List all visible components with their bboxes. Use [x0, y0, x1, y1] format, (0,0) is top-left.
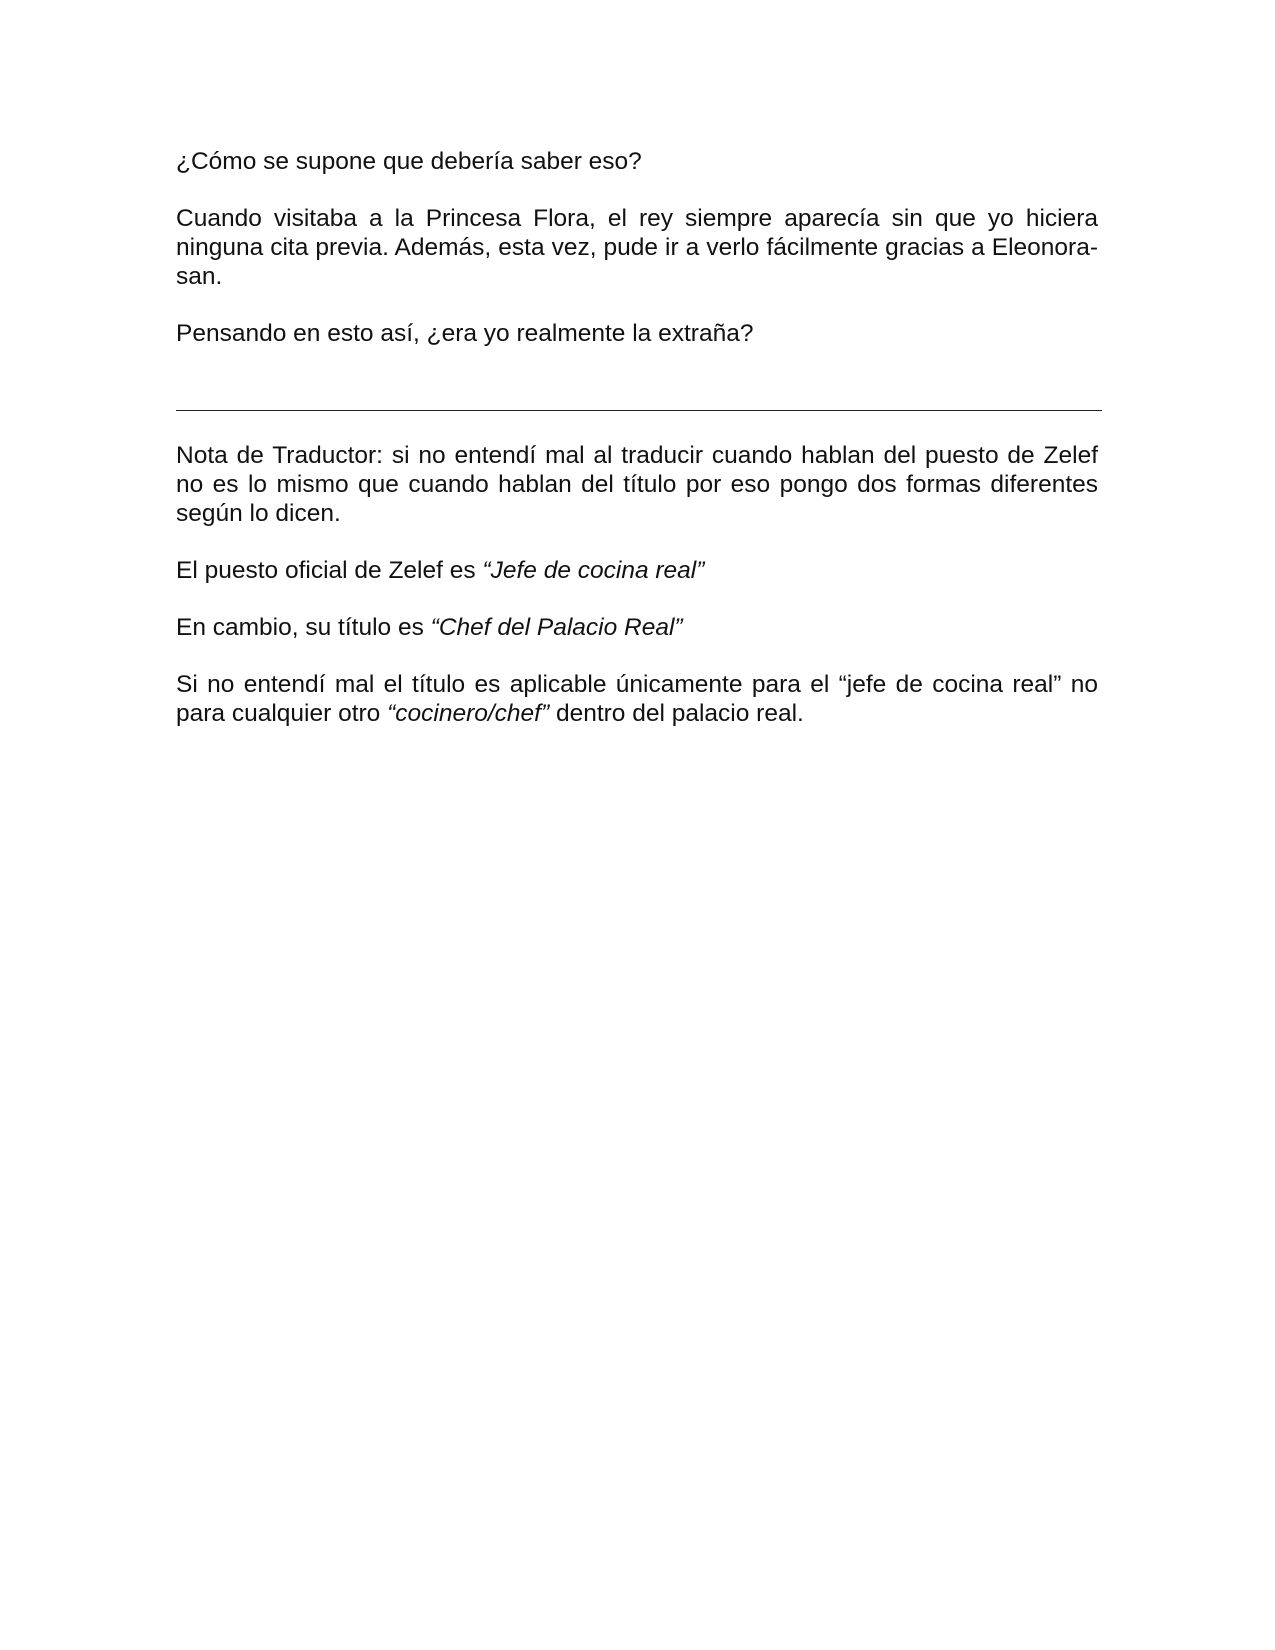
note-4-text: Si no entendí mal el título es aplicable únicamente para el “jefe de cocina real” no para cualquier otro: [176, 671, 1098, 727]
note-4-italic: “cocinero/chef”: [387, 700, 550, 727]
translator-note-paragraph-3: [176, 613, 1098, 642]
story-paragraph-2: Cuando visitaba a la Princesa Flora, el rey siempre aparecía sin que yo hiciera ninguna cita previa. Además, esta vez, pude ir a verlo fácilmente gracias a Eleonora-san.: [176, 205, 1098, 290]
translator-notes: [176, 441, 1098, 756]
section-divider: [176, 410, 1102, 411]
story-paragraph-3: Pensando en esto así, ¿era yo realmente la extraña?: [176, 320, 754, 347]
story-paragraph-1: ¿Cómo se supone que debería saber eso?: [176, 148, 642, 175]
translator-note-paragraph-2: [176, 556, 1098, 585]
note-2-text: El puesto oficial de Zelef es: [176, 557, 483, 584]
note-4-suffix: dentro del palacio real.: [549, 700, 804, 727]
note-3-text: En cambio, su título es: [176, 614, 431, 641]
note-3-italic: “Chef del Palacio Real”: [430, 614, 683, 641]
translator-note-paragraph-1: Nota de Traductor: si no entendí mal al traducir cuando hablan del puesto de Zelef no es lo mismo que cuando hablan del título por eso pongo dos formas diferentes según lo dicen.: [176, 442, 1098, 527]
story-section: [176, 147, 1098, 376]
note-2-italic: “Jefe de cocina real”: [482, 557, 705, 584]
translator-note-paragraph-4: [176, 670, 1098, 728]
